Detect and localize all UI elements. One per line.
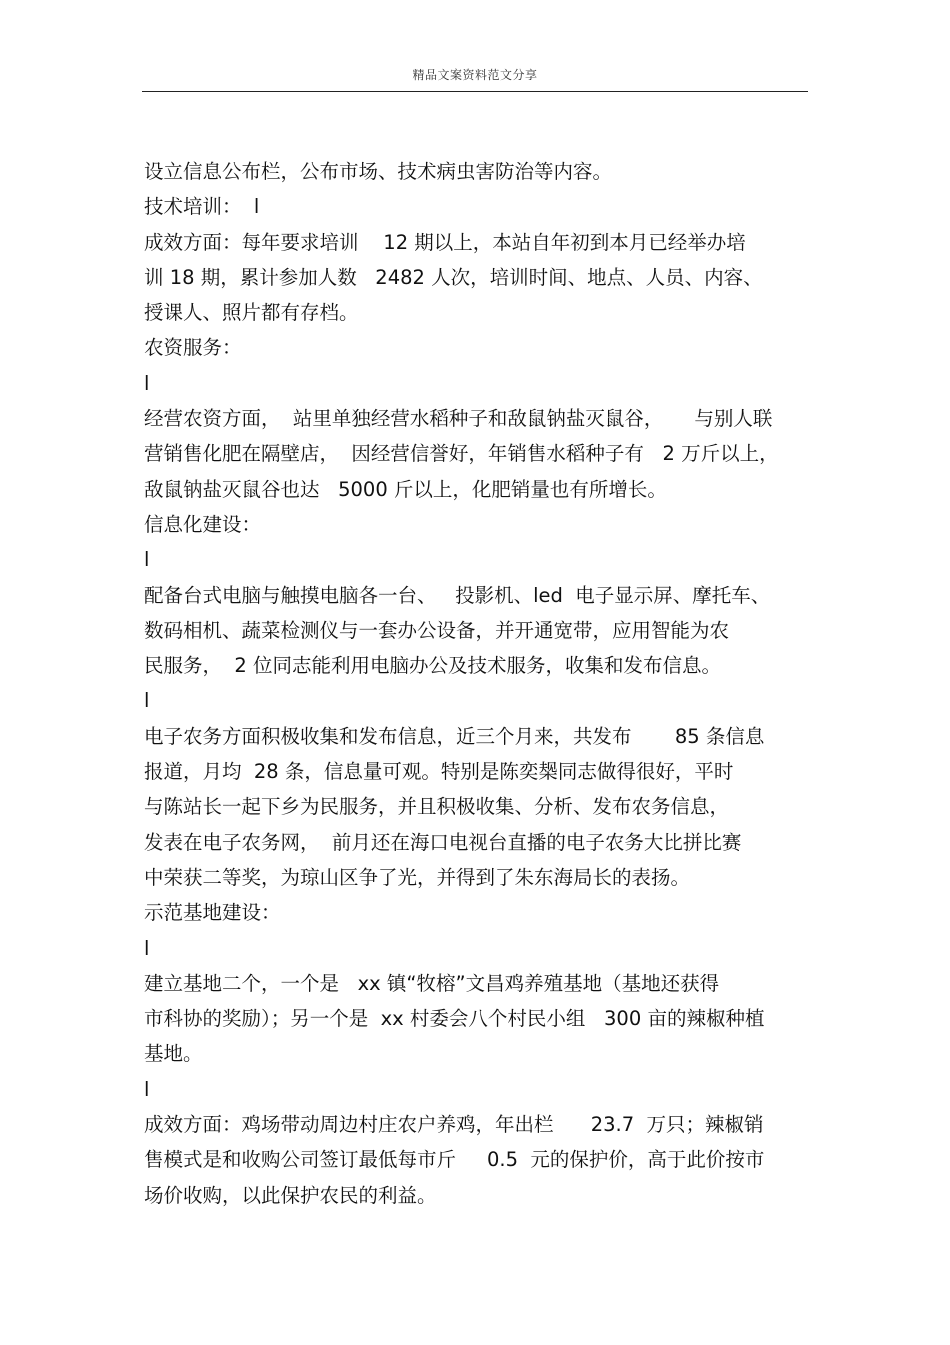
- text-line: 配备台式电脑与触摸电脑各一台、 投影机、led 电子显示屏、摩托车、: [144, 583, 771, 607]
- text-line: 场价收购，以此保护农民的利益。: [144, 1183, 437, 1207]
- text-line: 发表在电子农务网， 前月还在海口电视台直播的电子农务大比拼比赛: [144, 830, 742, 854]
- text-line: 经营农资方面， 站里单独经营水稻种子和敌鼠钠盐灭鼠谷， 与别人联: [144, 407, 773, 431]
- text-line: 中荣获二等奖，为琼山区争了光，并得到了朱东海局长的表扬。: [144, 865, 691, 889]
- text-line: l: [144, 689, 150, 713]
- text-line: 成效方面：每年要求培训 12 期以上，本站自年初到本月已经举办培: [144, 230, 746, 254]
- text-line: 设立信息公布栏，公布市场、技术病虫害防治等内容。: [144, 160, 613, 183]
- text-line: 成效方面：鸡场带动周边村庄农户养鸡，年出栏 23.7 万只；辣椒销: [144, 1113, 764, 1137]
- text-line: 授课人、照片都有存档。: [144, 301, 359, 325]
- text-line: 与陈站长一起下乡为民服务，并且积极收集、分析、发布农务信息，: [144, 795, 730, 819]
- text-line: l: [144, 1077, 150, 1101]
- text-line: 示范基地建设：: [144, 901, 281, 925]
- text-line: 技术培训： l: [144, 195, 260, 219]
- text-line: 市科协的奖励）；另一个是 xx 村委会八个村民小组 300 亩的辣椒种植: [144, 1007, 765, 1031]
- document-body: [144, 154, 814, 1213]
- text-line: 农资服务：: [144, 336, 242, 360]
- text-line: 建立基地二个，一个是 xx 镇“牧榕”文昌鸡养殖基地（基地还获得: [144, 971, 720, 995]
- text-line: 营销售化肥在隔壁店， 因经营信誉好，年销售水稻种子有 2 万斤以上，: [144, 442, 779, 466]
- text-line: 售模式是和收购公司签订最低每市斤 0.5 元的保护价，高于此价按市: [144, 1148, 765, 1172]
- text-line: l: [144, 936, 150, 960]
- text-line: 数码相机、蔬菜检测仪与一套办公设备，并开通宽带，应用智能为农: [144, 618, 730, 642]
- text-line: 信息化建设：: [144, 512, 262, 536]
- text-line: 民服务， 2 位同志能利用电脑办公及技术服务，收集和发布信息。: [144, 654, 722, 678]
- text-line: 电子农务方面积极收集和发布信息，近三个月来，共发布 85 条信息: [144, 724, 765, 748]
- text-line: l: [144, 371, 150, 395]
- text-line: l: [144, 548, 150, 572]
- text-line: 基地。: [144, 1042, 203, 1066]
- text-line: 敌鼠钠盐灭鼠谷也达 5000 斤以上，化肥销量也有所增长。: [144, 477, 667, 501]
- header-divider: [142, 91, 808, 92]
- text-line: 训 18 期，累计参加人数 2482 人次，培训时间、地点、人员、内容、: [144, 265, 763, 289]
- text-line: 报道，月均 28 条，信息量可观。特别是陈奕椝同志做得很好，平时: [144, 760, 734, 784]
- page-header-title: 精品文案资料范文分享: [412, 68, 538, 82]
